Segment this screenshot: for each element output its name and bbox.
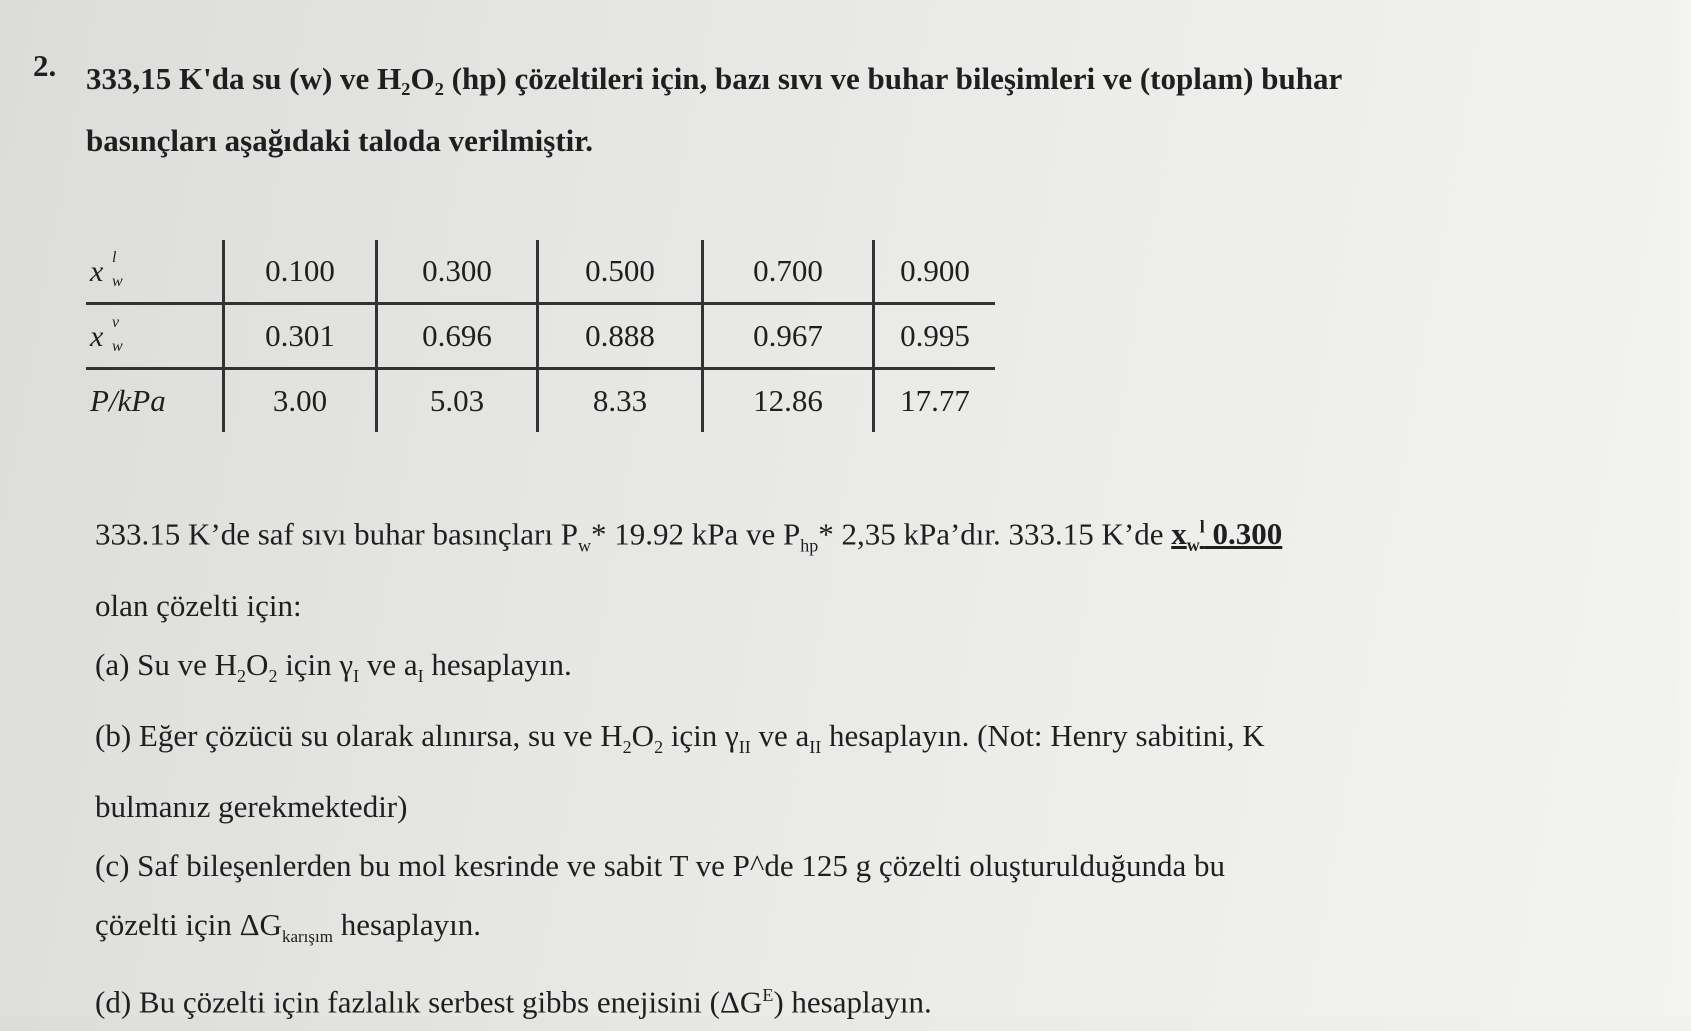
part-c-line-2: çözelti için $\Delta G_{karışım}$ hesaplayın. bbox=[95, 906, 482, 947]
table-cell: 0.888 bbox=[538, 304, 703, 369]
table-cell: 0.100 bbox=[224, 240, 377, 304]
table-cell: 0.696 bbox=[377, 304, 538, 369]
solution-intro: olan çözelti için: bbox=[95, 587, 302, 623]
table-cell: 0.301 bbox=[224, 304, 377, 369]
question-body bbox=[95, 498, 1515, 1031]
table-cell: 12.86 bbox=[703, 369, 874, 433]
row-header-pressure: P/kPa bbox=[86, 369, 224, 433]
table-cell: 0.300 bbox=[377, 240, 538, 304]
part-b: (b) Eğer çözücü su olarak alınırsa, su ve $H_2O_2$ için $\gamma_{II}$ ve $a_{II}$ hesaplayın. (Not: Henry sabitini, K bbox=[95, 717, 1265, 757]
table-cell: 0.967 bbox=[703, 304, 874, 369]
table-cell: 8.33 bbox=[538, 369, 703, 433]
table-cell: 0.995 bbox=[874, 304, 996, 369]
part-b-line-2: bulmanız gerekmektedir) bbox=[95, 788, 408, 824]
row-header-x-liquid: x l w bbox=[86, 240, 224, 304]
part-a: (a) Su ve $H_2O_2$ için $\gamma_I$ ve $a_I$ hesaplayın. bbox=[95, 646, 572, 686]
part-d: (d) Bu çözelti için fazlalık serbest gibbs enejisini $(\Delta G^E)$ hesaplayın. bbox=[95, 984, 932, 1020]
vapor-liquid-table bbox=[86, 240, 995, 432]
intro-line-1: 333,15 K'da su (w) ve H₂O₂ (hp) çözeltileri için, bazı sıvı ve buhar bileşimleri ve (toplam) buhar bbox=[86, 61, 1343, 96]
part-c: (c) Saf bileşenlerden bu mol kesrinde ve sabit T ve P^de 125 g çözelti oluşturulduğunda bu bbox=[95, 847, 1226, 883]
question-intro bbox=[86, 48, 1506, 172]
table-row-x-liquid bbox=[86, 240, 995, 304]
table-cell: 0.700 bbox=[703, 240, 874, 304]
question-number: 2. bbox=[33, 48, 57, 83]
table-cell: 3.00 bbox=[224, 369, 377, 433]
table-row-x-vapor bbox=[86, 304, 995, 369]
pressure-statement: 333.15 K’de saf sıvı buhar basınçları $P_w*$ 19.92 kPa ve $P_{hp}*$ 2,35 kPa’dır. 333.15 K’de $x_w^l$ 0.300 bbox=[95, 516, 1283, 556]
page-edge bbox=[1673, 0, 1691, 1016]
table-cell: 17.77 bbox=[900, 383, 970, 418]
table-cell: 0.500 bbox=[538, 240, 703, 304]
table-row-pressure bbox=[86, 369, 995, 433]
table-cell: 5.03 bbox=[377, 369, 538, 433]
intro-line-2: basınçları aşağıdaki taloda verilmiştir. bbox=[86, 123, 593, 158]
table-cell: 0.900 bbox=[874, 240, 996, 304]
row-header-x-vapor: x v w bbox=[86, 304, 224, 369]
